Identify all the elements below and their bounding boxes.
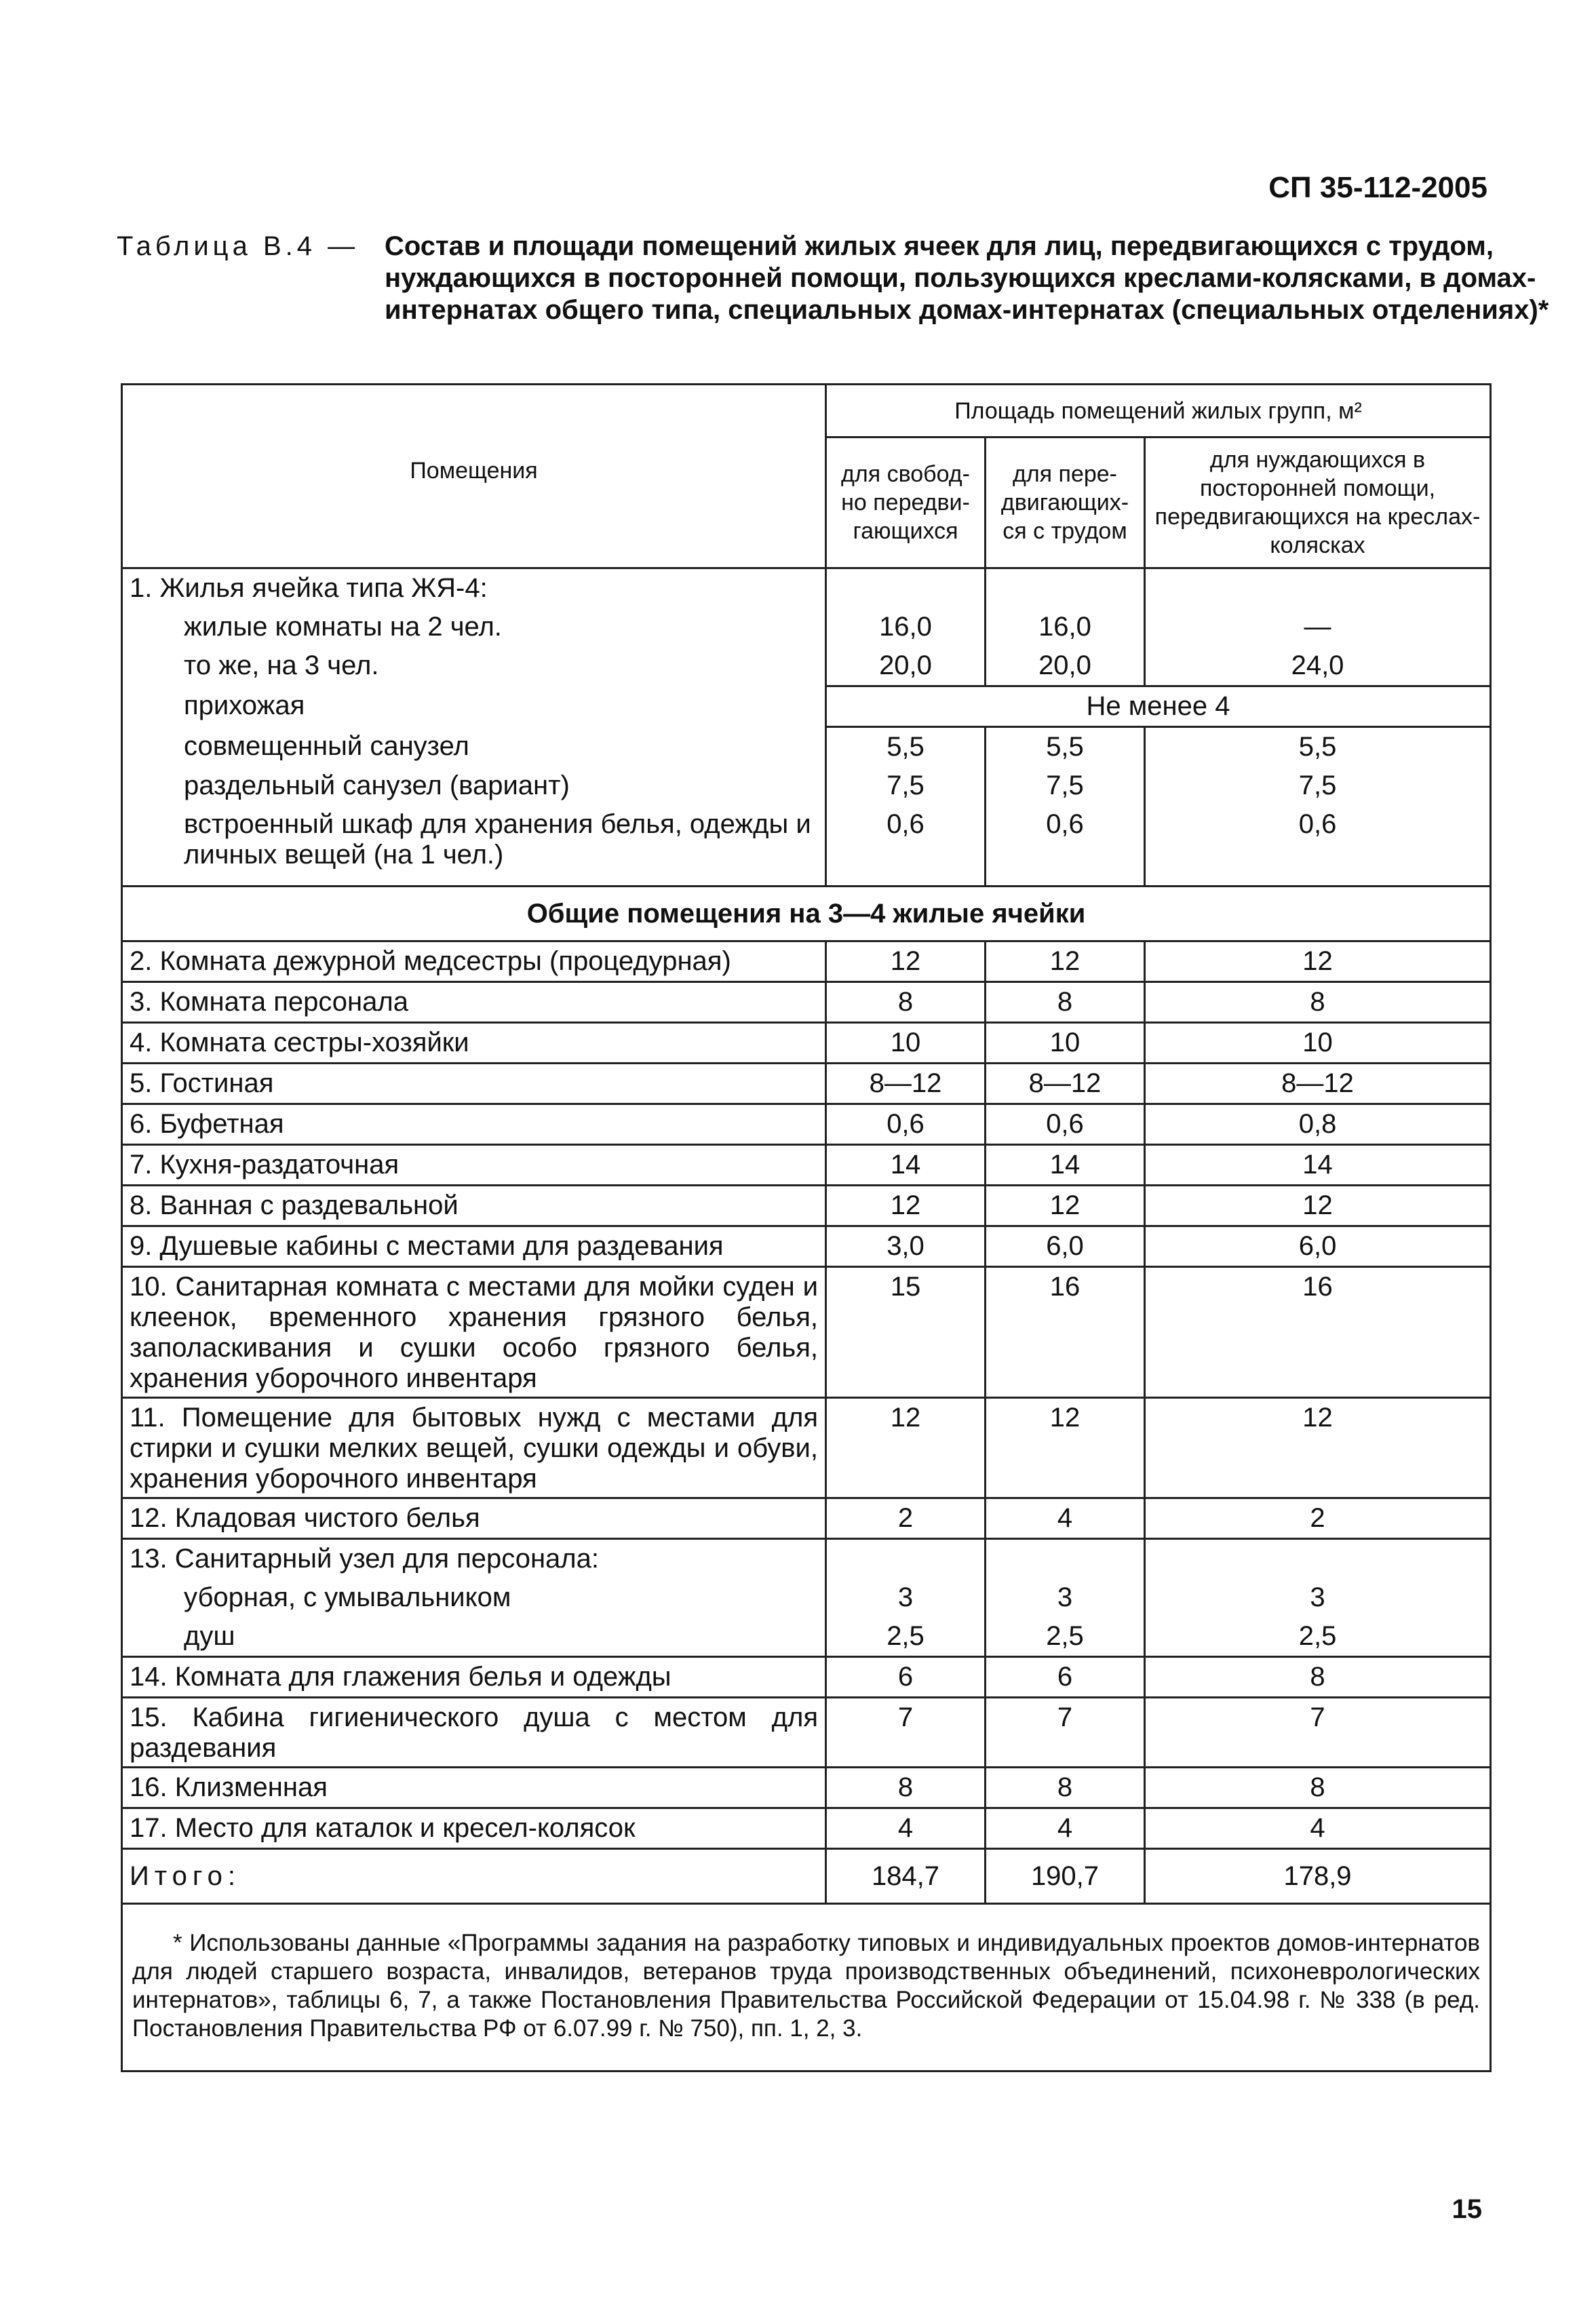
cell-col2: 10 [986, 1023, 1145, 1064]
table-row [122, 982, 1491, 1023]
header-col-wheelchair: для нуждающихся в посторонней помощи, передвигающихся на креслах-колясках [1145, 437, 1491, 568]
row-label: встроенный шкаф для хранения белья, одежды и личных вещей (на 1 чел.) [122, 805, 826, 887]
table-row [122, 1768, 1491, 1808]
cell-col3: 5,5 [1145, 727, 1491, 767]
header-row-1 [122, 385, 1491, 437]
cell-col1: 12 [826, 1398, 986, 1498]
row-label: 17. Место для каталок и кресел-колясок [122, 1808, 826, 1849]
row-label: то же, на 3 чел. [122, 646, 826, 686]
cell-col1: 14 [826, 1145, 986, 1186]
footnote-row [122, 1904, 1491, 2071]
cell-col1: 20,0 [826, 646, 986, 686]
group-1-title: 1. Жилья ячейка типа ЖЯ-4: [122, 568, 826, 608]
section-row [122, 887, 1491, 941]
table-row [122, 1698, 1491, 1768]
table-row [122, 1023, 1491, 1064]
cell-col3: 10 [1145, 1023, 1491, 1064]
header-area: Площадь помещений жилых групп, м² [826, 385, 1491, 437]
row-label: 11. Помещение для бытовых нужд с местами для стирки и сушки мелких вещей, сушки одежды и обуви, хранения уборочного инвентаря [122, 1398, 826, 1498]
cell-col2: 0,6 [986, 1104, 1145, 1145]
cell-col3: 0,6 [1145, 805, 1491, 887]
cell-col1: 16,0 [826, 608, 986, 646]
cell-col2: 16,0 [986, 608, 1145, 646]
table-row [122, 1186, 1491, 1226]
cell-col2: 7 [986, 1698, 1145, 1768]
row-label: прихожая [122, 686, 826, 727]
total-col1: 184,7 [826, 1849, 986, 1904]
cell-col2: 3 [986, 1578, 1145, 1617]
caption-text: Состав и площади помещений жилых ячеек для лиц, передвигающихся с трудом, нуждающихся в посторонней помощи, пользующихся креслами-колясками, в домах-интернатах общего типа, специальных домах-интернатах (специальных отделениях)* [385, 231, 1549, 325]
row-label: 14. Комната для глажения белья и одежды [122, 1657, 826, 1698]
cell-col2: 16 [986, 1267, 1145, 1398]
cell-col1: 3 [826, 1578, 986, 1617]
cell-col1: 5,5 [826, 727, 986, 767]
cell-col1: 0,6 [826, 805, 986, 887]
cell-col1: 4 [826, 1808, 986, 1849]
footnote-cell [122, 1904, 1491, 2071]
table-row [122, 1617, 1491, 1657]
cell-col2: 4 [986, 1808, 1145, 1849]
row-label: 16. Клизменная [122, 1768, 826, 1808]
cell-col2: 4 [986, 1498, 1145, 1539]
table-row [122, 1657, 1491, 1698]
cell-col3: 16 [1145, 1267, 1491, 1398]
table-row [122, 1808, 1491, 1849]
cell-col2: 5,5 [986, 727, 1145, 767]
total-col3: 178,9 [1145, 1849, 1491, 1904]
cell-col1: 12 [826, 1186, 986, 1226]
cell-col3: 12 [1145, 941, 1491, 982]
header-col-free: для свобод-но передви-гающихся [826, 437, 986, 568]
table-row [122, 1226, 1491, 1267]
cell-col2: 8—12 [986, 1064, 1145, 1104]
table-row [122, 1498, 1491, 1539]
cell-col3: 6,0 [1145, 1226, 1491, 1267]
row-label: жилые комнаты на 2 чел. [122, 608, 826, 646]
table-row [122, 1398, 1491, 1498]
cell-col2: 7,5 [986, 766, 1145, 805]
cell-col2: 8 [986, 982, 1145, 1023]
table-row [122, 1267, 1491, 1398]
total-row [122, 1849, 1491, 1904]
caption-label: Таблица В.4 — [117, 231, 359, 261]
section-title: Общие помещения на 3—4 жилые ячейки [122, 887, 1491, 941]
row-label: 5. Гостиная [122, 1064, 826, 1104]
row-label: 12. Кладовая чистого белья [122, 1498, 826, 1539]
table-row [122, 766, 1491, 805]
cell-col3: 12 [1145, 1186, 1491, 1226]
cell-col3: 3 [1145, 1578, 1491, 1617]
table-row [122, 1145, 1491, 1186]
cell-col2: 2,5 [986, 1617, 1145, 1657]
cell-col3: 8—12 [1145, 1064, 1491, 1104]
table-row [122, 805, 1491, 887]
cell-col1: 10 [826, 1023, 986, 1064]
cell-col3: 7,5 [1145, 766, 1491, 805]
group-13-title-row [122, 1539, 1491, 1579]
cell-col3: 2,5 [1145, 1617, 1491, 1657]
areas-table [121, 383, 1492, 2072]
cell-merged: Не менее 4 [826, 686, 1491, 727]
cell-col2: 6,0 [986, 1226, 1145, 1267]
row-label: 7. Кухня-раздаточная [122, 1145, 826, 1186]
row-label: 9. Душевые кабины с местами для раздевания [122, 1226, 826, 1267]
cell-col3: 8 [1145, 1657, 1491, 1698]
cell-col3: 2 [1145, 1498, 1491, 1539]
header-col-difficulty: для пере-двигающих-ся с трудом [986, 437, 1145, 568]
cell-col3: 12 [1145, 1398, 1491, 1498]
cell-col3: 14 [1145, 1145, 1491, 1186]
areas-table-wrapper [121, 383, 1490, 2072]
table-row [122, 608, 1491, 646]
total-col2: 190,7 [986, 1849, 1145, 1904]
header-rooms: Помещения [122, 385, 826, 568]
table-row [122, 727, 1491, 767]
table-row [122, 646, 1491, 686]
table-row [122, 1104, 1491, 1145]
document-code: СП 35-112-2005 [1268, 171, 1487, 204]
cell-col1: 0,6 [826, 1104, 986, 1145]
cell-col1: 15 [826, 1267, 986, 1398]
cell-col3: 4 [1145, 1808, 1491, 1849]
cell-col1: 2 [826, 1498, 986, 1539]
cell-col2: 6 [986, 1657, 1145, 1698]
row-label: 6. Буфетная [122, 1104, 826, 1145]
cell-col3: 8 [1145, 1768, 1491, 1808]
cell-col3: 7 [1145, 1698, 1491, 1768]
cell-col2: 8 [986, 1768, 1145, 1808]
group-13-title: 13. Санитарный узел для персонала: [122, 1539, 826, 1579]
table-row [122, 1578, 1491, 1617]
cell-col3: 8 [1145, 982, 1491, 1023]
row-label: 3. Комната персонала [122, 982, 826, 1023]
group-1-title-row [122, 568, 1491, 608]
cell-col3: — [1145, 608, 1491, 646]
cell-col1: 8—12 [826, 1064, 986, 1104]
cell-col1: 7 [826, 1698, 986, 1768]
cell-col1: 12 [826, 941, 986, 982]
row-label: душ [122, 1617, 826, 1657]
cell-col1: 6 [826, 1657, 986, 1698]
table-row [122, 686, 1491, 727]
cell-col2: 14 [986, 1145, 1145, 1186]
table-row [122, 1064, 1491, 1104]
cell-col1: 7,5 [826, 766, 986, 805]
cell-col3: 0,8 [1145, 1104, 1491, 1145]
row-label: 4. Комната сестры-хозяйки [122, 1023, 826, 1064]
cell-col3: 24,0 [1145, 646, 1491, 686]
cell-col1: 8 [826, 1768, 986, 1808]
cell-col2: 0,6 [986, 805, 1145, 887]
table-row [122, 941, 1491, 982]
page-number: 15 [1452, 2194, 1482, 2224]
cell-col2: 20,0 [986, 646, 1145, 686]
footnote-text: * Использованы данные «Программы задания на разработку типовых и индивидуальных проектов домов-интернатов для людей старшего возраста, инвалидов, ветеранов труда производственных объединений, психоневрологических интернатов», таблицы 6, 7, а также Постановления Правительства Российской Федерации от 15.04.98 г. № 338 (в ред. Постановления Правительства РФ от 6.07.99 г. № 750), пп. 1, 2, 3. [132, 1930, 1481, 2042]
row-label: совмещенный санузел [122, 727, 826, 767]
row-label: 15. Кабина гигиенического душа с местом для раздевания [122, 1698, 826, 1768]
cell-col1: 8 [826, 982, 986, 1023]
row-label: 2. Комната дежурной медсестры (процедурная) [122, 941, 826, 982]
cell-col1: 2,5 [826, 1617, 986, 1657]
cell-col2: 12 [986, 941, 1145, 982]
total-label: Итого: [122, 1849, 826, 1904]
row-label: 8. Ванная с раздевальной [122, 1186, 826, 1226]
cell-col2: 12 [986, 1398, 1145, 1498]
row-label: раздельный санузел (вариант) [122, 766, 826, 805]
row-label: 10. Санитарная комната с местами для мойки суден и клеенок, временного хранения грязного белья, заполаскивания и сушки особо грязного белья, хранения уборочного инвентаря [122, 1267, 826, 1398]
cell-col2: 12 [986, 1186, 1145, 1226]
row-label: уборная, с умывальником [122, 1578, 826, 1617]
cell-col1: 3,0 [826, 1226, 986, 1267]
